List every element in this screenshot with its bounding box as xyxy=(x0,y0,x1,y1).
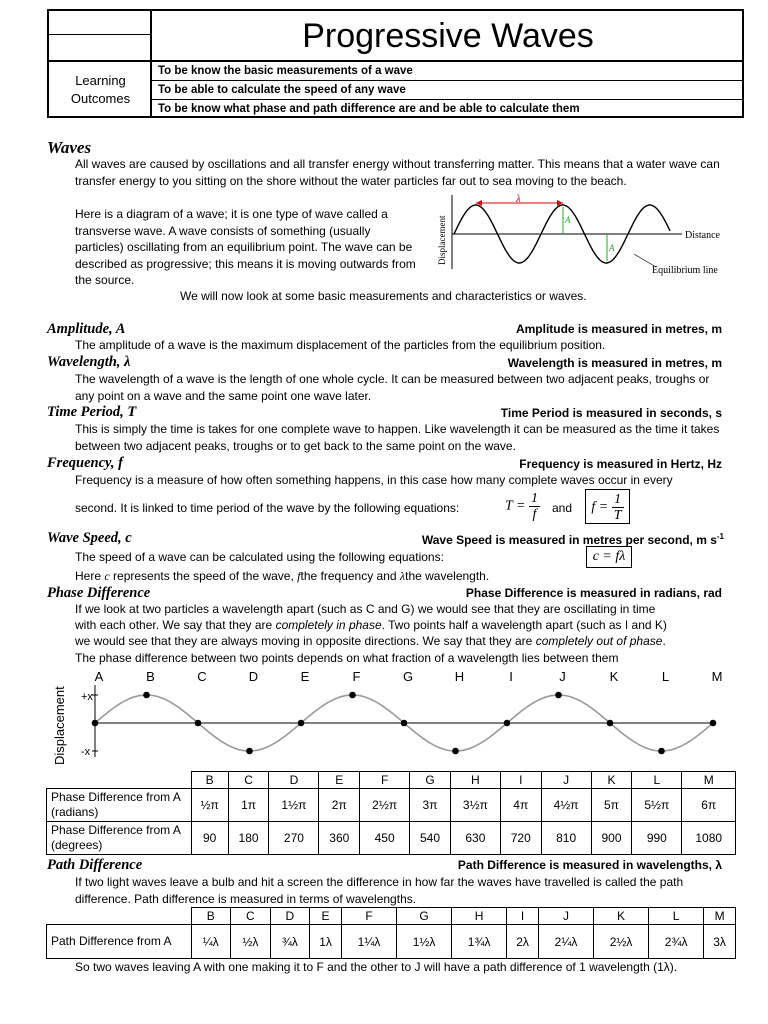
table-cell: 1¾λ xyxy=(452,925,507,959)
table-cell: 3λ xyxy=(704,925,736,959)
graph-point-label-a: A xyxy=(94,669,104,684)
table-cell: 4π xyxy=(500,789,541,822)
table-cell: ½π xyxy=(191,789,228,822)
phase-line-2 xyxy=(75,617,667,634)
table-cell: 1080 xyxy=(682,822,736,855)
graph-point-j xyxy=(555,692,562,699)
table-cell: 3π xyxy=(410,789,451,822)
table-cell: 270 xyxy=(269,822,319,855)
outcome-1: To be know the basic measurements of a wave xyxy=(152,62,744,81)
graph-point-i xyxy=(504,720,511,727)
phase-line-1: If we look at two particles a wavelength apart (such as C and G) we would see that they are oscillating in time xyxy=(75,602,656,616)
phase-col-d: D xyxy=(269,772,319,789)
graph-point-label-j: J xyxy=(559,669,566,684)
path-row-label: Path Difference from A xyxy=(47,925,192,959)
phase-degrees-label: Phase Difference from A (degrees) xyxy=(47,822,192,855)
graph-point-label-l: L xyxy=(661,669,670,684)
phase-line-3 xyxy=(75,633,666,650)
phase-l3-em: completely out of phase xyxy=(535,634,663,648)
ws-freq: the frequency and xyxy=(300,569,397,583)
equation-t-equals-1-over-f xyxy=(505,491,540,522)
path-col-i: I xyxy=(507,908,539,925)
header-table xyxy=(47,9,744,118)
graph-point-label-m: M xyxy=(711,669,723,684)
graph-point-d xyxy=(246,748,253,755)
table-cell: 5π xyxy=(591,789,632,822)
waves-closing: We will now look at some basic measurements and characteristics or waves. xyxy=(180,289,587,303)
path-table xyxy=(46,907,736,959)
path-col-k: K xyxy=(594,908,649,925)
path-row xyxy=(47,925,736,959)
eq1-lhs: T = xyxy=(505,498,526,514)
table-cell: 630 xyxy=(450,822,500,855)
wave-speed-heading: Wave Speed, c xyxy=(47,530,132,546)
wave-speed-unit-sup: -1 xyxy=(716,532,724,541)
phase-radians-label: Phase Difference from A (radians) xyxy=(47,789,192,822)
path-col-b: B xyxy=(191,908,231,925)
table-cell: 2¼λ xyxy=(538,925,593,959)
frequency-text-1: Frequency is a measure of how often something happens, in this case how many complete waves occur in every xyxy=(75,473,673,487)
path-col-d: D xyxy=(270,908,310,925)
table-cell: 540 xyxy=(410,822,451,855)
wavelength-heading: Wavelength, λ xyxy=(47,354,131,370)
graph-point-k xyxy=(607,720,614,727)
graph-point-h xyxy=(452,748,459,755)
frequency-text-2: second. It is linked to time period of the wave by the following equations: xyxy=(75,501,460,515)
path-table-corner xyxy=(47,908,192,925)
ws-f: f xyxy=(297,569,301,583)
graph-point-a xyxy=(92,720,99,727)
phase-l2a: with each other. We say that they are xyxy=(75,618,273,632)
phase-unit: Phase Difference is measured in radians, rad xyxy=(465,586,722,600)
graph-point-label-e: E xyxy=(300,669,310,684)
phase-wave-graph xyxy=(48,667,728,770)
table-cell: 1λ xyxy=(310,925,342,959)
graph-plus-label: +x xyxy=(81,691,93,703)
table-cell: ¾λ xyxy=(270,925,310,959)
table-cell: 3½π xyxy=(450,789,500,822)
graph-points xyxy=(92,669,723,754)
phase-radians-row xyxy=(47,789,736,822)
frequency-and: and xyxy=(552,501,573,515)
phase-col-j: J xyxy=(541,772,591,789)
diagram-y-label: Displacement xyxy=(437,215,447,265)
equilibrium-label: Equilibrium line xyxy=(652,265,718,276)
table-cell: 360 xyxy=(319,822,360,855)
phase-col-c: C xyxy=(228,772,269,789)
phase-table xyxy=(46,771,736,855)
eq1-fraction xyxy=(529,491,540,522)
table-cell: 720 xyxy=(500,822,541,855)
amplitude-text: The amplitude of a wave is the maximum displacement of the particles from the equilibrium position. xyxy=(75,338,606,352)
eq1-den: f xyxy=(532,507,537,522)
table-cell: 1½π xyxy=(269,789,319,822)
frequency-unit: Frequency is measured in Hertz, Hz xyxy=(519,457,722,471)
table-cell: 900 xyxy=(591,822,632,855)
waves-intro: All waves are caused by oscillations and all transfer energy without transferring matter. This means that a water wave can transfer energy to you sitting on the shore without the water particles far out to sea moving to the beach. xyxy=(75,157,720,188)
graph-point-b xyxy=(143,692,150,699)
eq1-num: 1 xyxy=(530,491,538,506)
graph-point-label-b: B xyxy=(146,669,155,684)
table-cell: 990 xyxy=(632,822,682,855)
phase-col-g: G xyxy=(410,772,451,789)
table-cell: 90 xyxy=(191,822,228,855)
path-col-l: L xyxy=(649,908,704,925)
table-cell: 2¾λ xyxy=(649,925,704,959)
ws-lambda: λ xyxy=(399,569,406,583)
wavelength-unit: Wavelength is measured in metres, m xyxy=(507,356,722,370)
table-cell: 1½λ xyxy=(397,925,452,959)
outcome-2: To be able to calculate the speed of any wave xyxy=(152,81,744,100)
phase-table-corner xyxy=(47,772,192,789)
diagram-x-label: Distance xyxy=(685,230,720,241)
equation-f-equals-1-over-t xyxy=(585,489,630,524)
wave-speed-text-2 xyxy=(75,568,489,585)
learning-outcomes-label: Learning Outcomes xyxy=(70,73,131,106)
wavelength-text: The wavelength of a wave is the length of one whole cycle. It can be measured between two adjacent peaks, troughs or any point on a wave and the same point one wave later. xyxy=(75,372,710,403)
time-period-text: This is simply the time is takes for one complete wave to happen. Like wavelength it can be measured as the time it takes between two adjacent peaks, troughs or to get back to the same point on the wave. xyxy=(75,422,720,453)
table-cell: 2½π xyxy=(360,789,410,822)
phase-heading: Phase Difference xyxy=(47,585,151,601)
table-cell: 4½π xyxy=(541,789,591,822)
graph-point-c xyxy=(195,720,202,727)
wave-speed-text-1: The speed of a wave can be calculated using the following equations: xyxy=(75,550,444,564)
page-title: Progressive Waves xyxy=(152,11,744,62)
path-closing: So two waves leaving A with one making it to F and the other to J will have a path difference of 1 wavelength (1λ). xyxy=(75,960,678,974)
phase-l3a: we would see that they are always moving in opposite directions. We say that they are xyxy=(75,634,533,648)
graph-point-label-k: K xyxy=(609,669,619,684)
eq2-num: 1 xyxy=(612,492,624,508)
table-cell: 6π xyxy=(682,789,736,822)
eq2-den: T xyxy=(613,508,622,523)
ws-wavelength: the wavelength. xyxy=(405,569,490,583)
outcome-3: To be know what phase and path difference are and be able to calculate them xyxy=(158,103,580,115)
table-cell: 810 xyxy=(541,822,591,855)
table-cell: 2λ xyxy=(507,925,539,959)
time-period-heading: Time Period, T xyxy=(47,404,137,420)
waves-heading: Waves xyxy=(47,138,92,157)
path-col-g: G xyxy=(397,908,452,925)
graph-minus-label: -x xyxy=(81,746,91,758)
phase-l3b: . xyxy=(662,634,666,648)
graph-point-l xyxy=(658,748,665,755)
amp-label-top: A xyxy=(565,215,571,225)
phase-table-header-row xyxy=(47,772,736,789)
ws-here: Here xyxy=(75,569,102,583)
ws-c: c xyxy=(104,569,110,583)
amplitude-heading: Amplitude, A xyxy=(47,321,126,337)
phase-col-f: F xyxy=(360,772,410,789)
path-heading: Path Difference xyxy=(47,857,143,873)
path-unit: Path Difference is measured in wavelengths, λ xyxy=(457,858,722,872)
table-cell: 2½λ xyxy=(594,925,649,959)
path-col-c: C xyxy=(231,908,271,925)
waves-diagram-text: Here is a diagram of a wave; it is one type of wave called a transverse wave. A wave consists of something (usually particles) oscillating from an equilibrium point. The wave can be described as progressive; this means it is moving outwards from the source. xyxy=(75,207,416,287)
path-table-header-row xyxy=(47,908,736,925)
transverse-wave-diagram xyxy=(432,193,737,276)
table-cell: 5½π xyxy=(632,789,682,822)
graph-point-m xyxy=(710,720,717,727)
phase-col-m: M xyxy=(682,772,736,789)
ws-speed: represents the speed of the wave, xyxy=(113,569,294,583)
amplitude-unit: Amplitude is measured in metres, m xyxy=(515,322,722,336)
path-col-h: H xyxy=(452,908,507,925)
table-cell: 2π xyxy=(319,789,360,822)
eq2-fraction xyxy=(612,492,624,523)
graph-point-label-g: G xyxy=(402,669,414,684)
path-col-j: J xyxy=(538,908,593,925)
lambda-label: λ xyxy=(516,193,521,205)
table-cell: ½λ xyxy=(231,925,271,959)
graph-point-label-c: C xyxy=(197,669,207,684)
phase-col-i: I xyxy=(500,772,541,789)
path-col-f: F xyxy=(341,908,396,925)
graph-point-label-i: I xyxy=(509,669,513,684)
phase-l2-em: completely in phase xyxy=(275,618,382,632)
phase-l2b: . Two points half a wavelength apart (such as I and K) xyxy=(381,618,667,632)
amp-label-bottom: A xyxy=(609,243,615,253)
table-cell: 1π xyxy=(228,789,269,822)
phase-col-h: H xyxy=(450,772,500,789)
table-cell: 450 xyxy=(360,822,410,855)
equation-c-equals-f-lambda: c = fλ xyxy=(586,546,632,568)
frequency-heading: Frequency, f xyxy=(47,455,123,471)
path-col-e: E xyxy=(310,908,342,925)
eq2-lhs: f = xyxy=(591,499,609,515)
wave-speed-unit xyxy=(422,532,724,547)
phase-degrees-row xyxy=(47,822,736,855)
graph-point-label-f: F xyxy=(352,669,361,684)
phase-line-4: The phase difference between two points depends on what fraction of a wavelength lies between them xyxy=(75,651,619,665)
path-col-m: M xyxy=(704,908,736,925)
graph-point-g xyxy=(401,720,408,727)
graph-point-e xyxy=(298,720,305,727)
table-cell: 180 xyxy=(228,822,269,855)
graph-y-label: Displacement xyxy=(52,686,67,765)
graph-point-f xyxy=(349,692,356,699)
phase-col-l: L xyxy=(632,772,682,789)
time-period-unit: Time Period is measured in seconds, s xyxy=(500,406,722,420)
graph-point-label-h: H xyxy=(454,669,465,684)
phase-col-k: K xyxy=(591,772,632,789)
path-text: If two light waves leave a bulb and hit a screen the difference in how far the waves have travelled is called the path difference. Path difference is measured in terms of wavelengths. xyxy=(75,875,684,906)
phase-col-e: E xyxy=(319,772,360,789)
wave-speed-unit-text: Wave Speed is measured in metres per second, m s xyxy=(421,533,717,547)
graph-point-label-d: D xyxy=(248,669,259,684)
table-cell: 1¼λ xyxy=(341,925,396,959)
table-cell: ¼λ xyxy=(191,925,231,959)
phase-col-b: B xyxy=(191,772,228,789)
